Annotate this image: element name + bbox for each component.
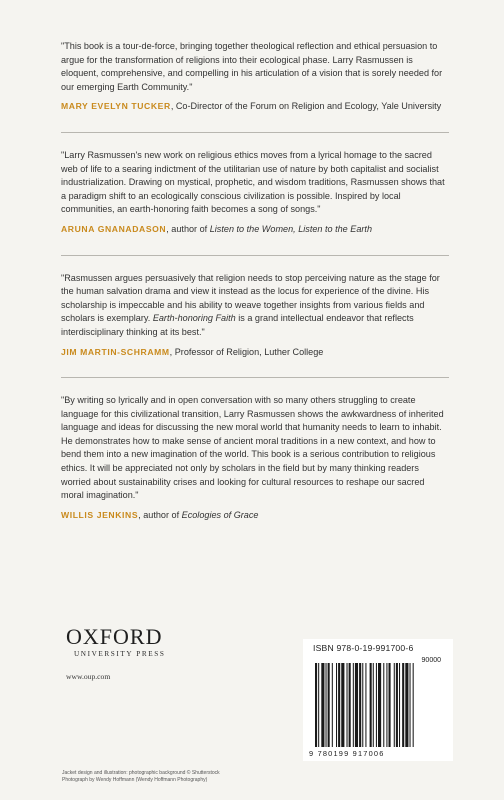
publisher-logo: [66, 626, 165, 681]
quote-attribution: [61, 509, 449, 523]
barcode-icon: [313, 663, 443, 749]
price-code: 90000: [421, 657, 441, 664]
endorsement-jenkins: [61, 394, 449, 522]
endorsement-gnanadason: [61, 149, 449, 237]
endorser-affiliation: , Professor of Religion, Luther College: [169, 346, 324, 357]
endorsements: [61, 40, 449, 540]
endorser-name: MARY EVELYN TUCKER: [61, 101, 171, 112]
quote-attribution: [61, 223, 449, 237]
quote-text-part: is a grand intellectual endeavor that reflects interdisciplinary thinking at its best.": [61, 313, 414, 337]
jacket-credits: [62, 770, 362, 784]
endorsement-tucker: [61, 40, 449, 114]
endorser-book-title: Listen to the Women, Listen to the Earth: [209, 223, 372, 234]
quote-book-title: Earth-honoring Faith: [152, 313, 236, 324]
press-line: UNIVERSITY PRESS: [74, 650, 166, 658]
barcode-panel: [303, 639, 453, 761]
quote-text: "Larry Rasmussen's new work on religious ethics moves from a lyrical homage to the sacred web of life to a searing indictment of the utilitarian use of nature by both capitalist and socialist industrialization. Drawing on mystical, prophetic, and wisdom traditions, Rasmussen shows that a paradigm shift to an ecologically conscious civilization is possible. Inspired by local communities, an earth-honoring faith becomes a song of songs.": [61, 149, 445, 215]
endorser-affiliation: , author of: [166, 223, 210, 234]
endorser-affiliation: , author of: [138, 509, 182, 520]
publisher-url: www.oup.com: [66, 672, 111, 681]
endorsement-martin-schramm: [61, 272, 449, 360]
quote-text: "By writing so lyrically and in open conversation with so many others struggling to create language for this civilizational transition, Larry Rasmussen shows the awkwardness of inherited language and ideas for discussing the new moral world that humanity needs to learn to inhabit. He demonstrates how to make sense of ancient moral traditions in a new context, and how to bend them into a new imagination of the world. This book is a serious contribution to religious ethics. It will be appreciated not only by scholars in the field but by many thinking readers worried about sustainability crises and looking for cultural resources to reshape our sacred moral imagination.": [61, 395, 444, 501]
quote-text-part: "Rasmussen argues persuasively that religion needs to stop perceiving nature as the stage for the human salvation drama and view it instead as the locus for experience of the divine. His scholarship is impeccable and his ability to weave together insights from various fields and scholars is exemplary.: [61, 272, 440, 324]
divider: [61, 255, 449, 256]
credit-line: Photograph by Wendy Hoffmann (Wendy Hoffmann Photography): [62, 777, 208, 783]
barcode-number: 9 780199 917006: [309, 749, 385, 758]
quote-attribution: [61, 346, 449, 360]
quote-text: [61, 272, 449, 340]
isbn-label: ISBN 978-0-19-991700-6: [313, 643, 414, 653]
oxford-wordmark: OXFORD: [66, 624, 163, 649]
endorser-name: ARUNA GNANADASON: [61, 223, 167, 234]
credit-line: Jacket design and illustration: photographic background © Shutterstock: [62, 770, 220, 776]
quote-text: "This book is a tour-de-force, bringing together theological reflection and ethical persuasion to argue for the transformation of religions into their ecological phase. Larry Rasmussen is eloquent, comprehensive, and compelling in his articulation of a vision that is sorely needed for our emerging Earth Community.": [61, 41, 443, 92]
endorser-name: JIM MARTIN-SCHRAMM: [61, 346, 170, 357]
divider: [61, 132, 449, 133]
quote-attribution: [61, 100, 449, 114]
endorser-name: WILLIS JENKINS: [61, 509, 139, 520]
divider: [61, 377, 449, 378]
endorser-affiliation: , Co-Director of the Forum on Religion and Ecology, Yale University: [170, 101, 442, 112]
endorser-book-title: Ecologies of Grace: [181, 509, 259, 520]
